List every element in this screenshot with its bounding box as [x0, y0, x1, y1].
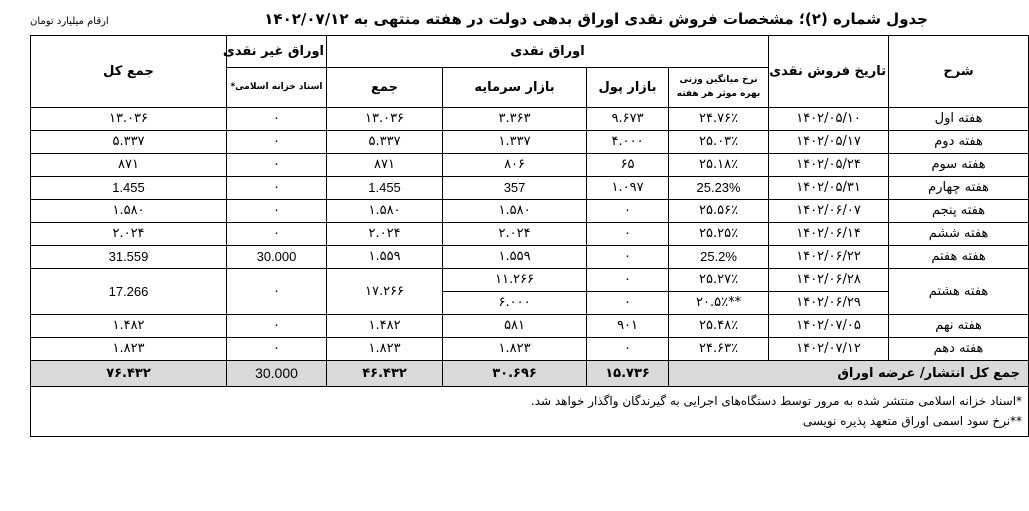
row-treasury: ۰ — [227, 154, 327, 177]
table-row — [31, 154, 1029, 177]
row-total: ۱.۸۲۳ — [31, 338, 227, 361]
header-noncash: اوراق غیر نقدی — [227, 36, 327, 68]
footnote-treasury: *اسناد خزانه اسلامی منتشر شده به مرور توسط دستگاه‌های اجرایی به گیرندگان واگذار خواهد شد. — [530, 394, 1023, 408]
sales-table — [30, 35, 1029, 437]
row-week: هفته اول — [889, 108, 1029, 131]
row-rate: 25.23% — [669, 177, 769, 200]
row-capital: ۲.۰۲۴ — [443, 223, 587, 246]
row-treasury: ۰ — [227, 131, 327, 154]
row-sum: 1.455 — [327, 177, 443, 200]
row-money: ۹۰۱ — [587, 315, 669, 338]
row-date: ۱۴۰۲/۰۶/۰۷ — [769, 200, 889, 223]
row-capital: 357 — [443, 177, 587, 200]
row-date: ۱۴۰۲/۰۵/۳۱ — [769, 177, 889, 200]
row-date: ۱۴۰۲/۰۶/۱۴ — [769, 223, 889, 246]
unit-note: ارقام میلیارد تومان — [30, 16, 109, 27]
row-rate: ۲۵.۰۳٪ — [669, 131, 769, 154]
row-total: 1.455 — [31, 177, 227, 200]
row-capital: ۱.۳۳۷ — [443, 131, 587, 154]
row-money: ۰ — [587, 200, 669, 223]
row-rate: ۲۴.۶۳٪ — [669, 338, 769, 361]
row-week: هفته هفتم — [889, 246, 1029, 269]
row-sum: ۵.۳۳۷ — [327, 131, 443, 154]
row-sum: ۱.۴۸۲ — [327, 315, 443, 338]
header-rate: نرخ میانگین وزنی بهره موثر هر هفته — [669, 68, 769, 108]
row-rate: ۲۵.۲۵٪ — [669, 223, 769, 246]
table-caption: جدول شماره (۲)؛ مشخصات فروش نقدی اوراق بدهی دولت در هفته منتهی به ۱۴۰۲/۰۷/۱۲ — [264, 10, 928, 28]
row-money: ۱.۰۹۷ — [587, 177, 669, 200]
header-cash: اوراق نقدی — [327, 36, 769, 68]
table-row — [31, 315, 1029, 338]
row-treasury: ۰ — [227, 108, 327, 131]
total-money: ۱۵.۷۳۶ — [587, 361, 669, 387]
row-week: هفته دهم — [889, 338, 1029, 361]
row-capital: ۱.۵۸۰ — [443, 200, 587, 223]
row-money: ۴.۰۰۰ — [587, 131, 669, 154]
row-sum: ۱.۵۸۰ — [327, 200, 443, 223]
table-row — [31, 131, 1029, 154]
row-week: هفته پنجم — [889, 200, 1029, 223]
table-row — [31, 108, 1029, 131]
row-week: هفته دوم — [889, 131, 1029, 154]
total-sum: ۴۶.۴۳۲ — [327, 361, 443, 387]
row-rate: **۲۰.۵٪ — [669, 292, 769, 315]
row-rate: 25.2% — [669, 246, 769, 269]
row-capital: ۱.۸۲۳ — [443, 338, 587, 361]
header-date: تاریخ فروش نقدی — [769, 36, 889, 108]
header-row-1 — [31, 36, 1029, 68]
total-grand: ۷۶.۴۳۲ — [31, 361, 227, 387]
row-capital: ۱.۵۵۹ — [443, 246, 587, 269]
row-money: ۰ — [587, 338, 669, 361]
row-week: هفته ششم — [889, 223, 1029, 246]
row-rate: ۲۵.۴۸٪ — [669, 315, 769, 338]
row-treasury: ۰ — [227, 200, 327, 223]
row-total: ۲.۰۲۴ — [31, 223, 227, 246]
row-money: ۰ — [587, 269, 669, 292]
row-capital: ۸۰۶ — [443, 154, 587, 177]
row-sum: ۱.۸۲۳ — [327, 338, 443, 361]
row-total: ۱.۵۸۰ — [31, 200, 227, 223]
total-treasury: 30.000 — [227, 361, 327, 387]
table-row — [31, 338, 1029, 361]
table-row — [31, 246, 1029, 269]
row-week: هفته سوم — [889, 154, 1029, 177]
row-treasury: ۰ — [227, 315, 327, 338]
row-capital: ۳.۳۶۳ — [443, 108, 587, 131]
row-money: ۰ — [587, 292, 669, 315]
row-sum: ۱.۵۵۹ — [327, 246, 443, 269]
row-week: هفته هشتم — [889, 269, 1029, 315]
row-rate: ۲۵.۵۶٪ — [669, 200, 769, 223]
notes-cell — [31, 387, 1029, 437]
row-treasury: ۰ — [227, 269, 327, 315]
notes-row — [31, 387, 1029, 437]
table-row — [31, 200, 1029, 223]
row-rate: ۲۴.۷۶٪ — [669, 108, 769, 131]
total-label: جمع کل انتشار/ عرضه اوراق — [669, 361, 1029, 387]
header-grand-total: جمع کل — [31, 36, 227, 108]
table-row — [31, 223, 1029, 246]
row-money: ۰ — [587, 223, 669, 246]
row-total: ۸۷۱ — [31, 154, 227, 177]
row-rate: ۲۵.۱۸٪ — [669, 154, 769, 177]
row-treasury: 30.000 — [227, 246, 327, 269]
row-week: هفته چهارم — [889, 177, 1029, 200]
row-treasury: ۰ — [227, 223, 327, 246]
row-week: هفته نهم — [889, 315, 1029, 338]
total-row — [31, 361, 1029, 387]
row-total: 31.559 — [31, 246, 227, 269]
row-total: ۵.۳۳۷ — [31, 131, 227, 154]
header-sum: جمع — [327, 68, 443, 108]
row-sum: ۱۳.۰۳۶ — [327, 108, 443, 131]
row-date: ۱۴۰۲/۰۵/۲۴ — [769, 154, 889, 177]
row-total: ۱۳.۰۳۶ — [31, 108, 227, 131]
header-desc: شرح — [889, 36, 1029, 108]
row-sum: ۸۷۱ — [327, 154, 443, 177]
row-date: ۱۴۰۲/۰۶/۲۹ — [769, 292, 889, 315]
row-total: 17.266 — [31, 269, 227, 315]
row-date: ۱۴۰۲/۰۷/۰۵ — [769, 315, 889, 338]
header-treasury: اسناد خزانه اسلامی* — [227, 68, 327, 108]
row-date: ۱۴۰۲/۰۶/۲۸ — [769, 269, 889, 292]
row-capital: ۶.۰۰۰ — [443, 292, 587, 315]
row-date: ۱۴۰۲/۰۶/۲۲ — [769, 246, 889, 269]
footnote-rate: **نرخ سود اسمی اوراق متعهد پذیره نویسی — [802, 414, 1023, 429]
total-capital: ۳۰.۶۹۶ — [443, 361, 587, 387]
row-capital: ۱۱.۲۶۶ — [443, 269, 587, 292]
header-capital-market: بازار سرمایه — [443, 68, 587, 108]
row-total: ۱.۴۸۲ — [31, 315, 227, 338]
table-row-week8-a — [31, 269, 1029, 292]
row-date: ۱۴۰۲/۰۵/۱۷ — [769, 131, 889, 154]
row-capital: ۵۸۱ — [443, 315, 587, 338]
row-sum: ۱۷.۲۶۶ — [327, 269, 443, 315]
table-row — [31, 177, 1029, 200]
row-money: ۹.۶۷۳ — [587, 108, 669, 131]
row-rate: ۲۵.۲۷٪ — [669, 269, 769, 292]
header-money-market: بازار پول — [587, 68, 669, 108]
row-sum: ۲.۰۲۴ — [327, 223, 443, 246]
row-treasury: ۰ — [227, 177, 327, 200]
row-date: ۱۴۰۲/۰۵/۱۰ — [769, 108, 889, 131]
row-treasury: ۰ — [227, 338, 327, 361]
row-date: ۱۴۰۲/۰۷/۱۲ — [769, 338, 889, 361]
row-money: ۰ — [587, 246, 669, 269]
row-money: ۶۵ — [587, 154, 669, 177]
